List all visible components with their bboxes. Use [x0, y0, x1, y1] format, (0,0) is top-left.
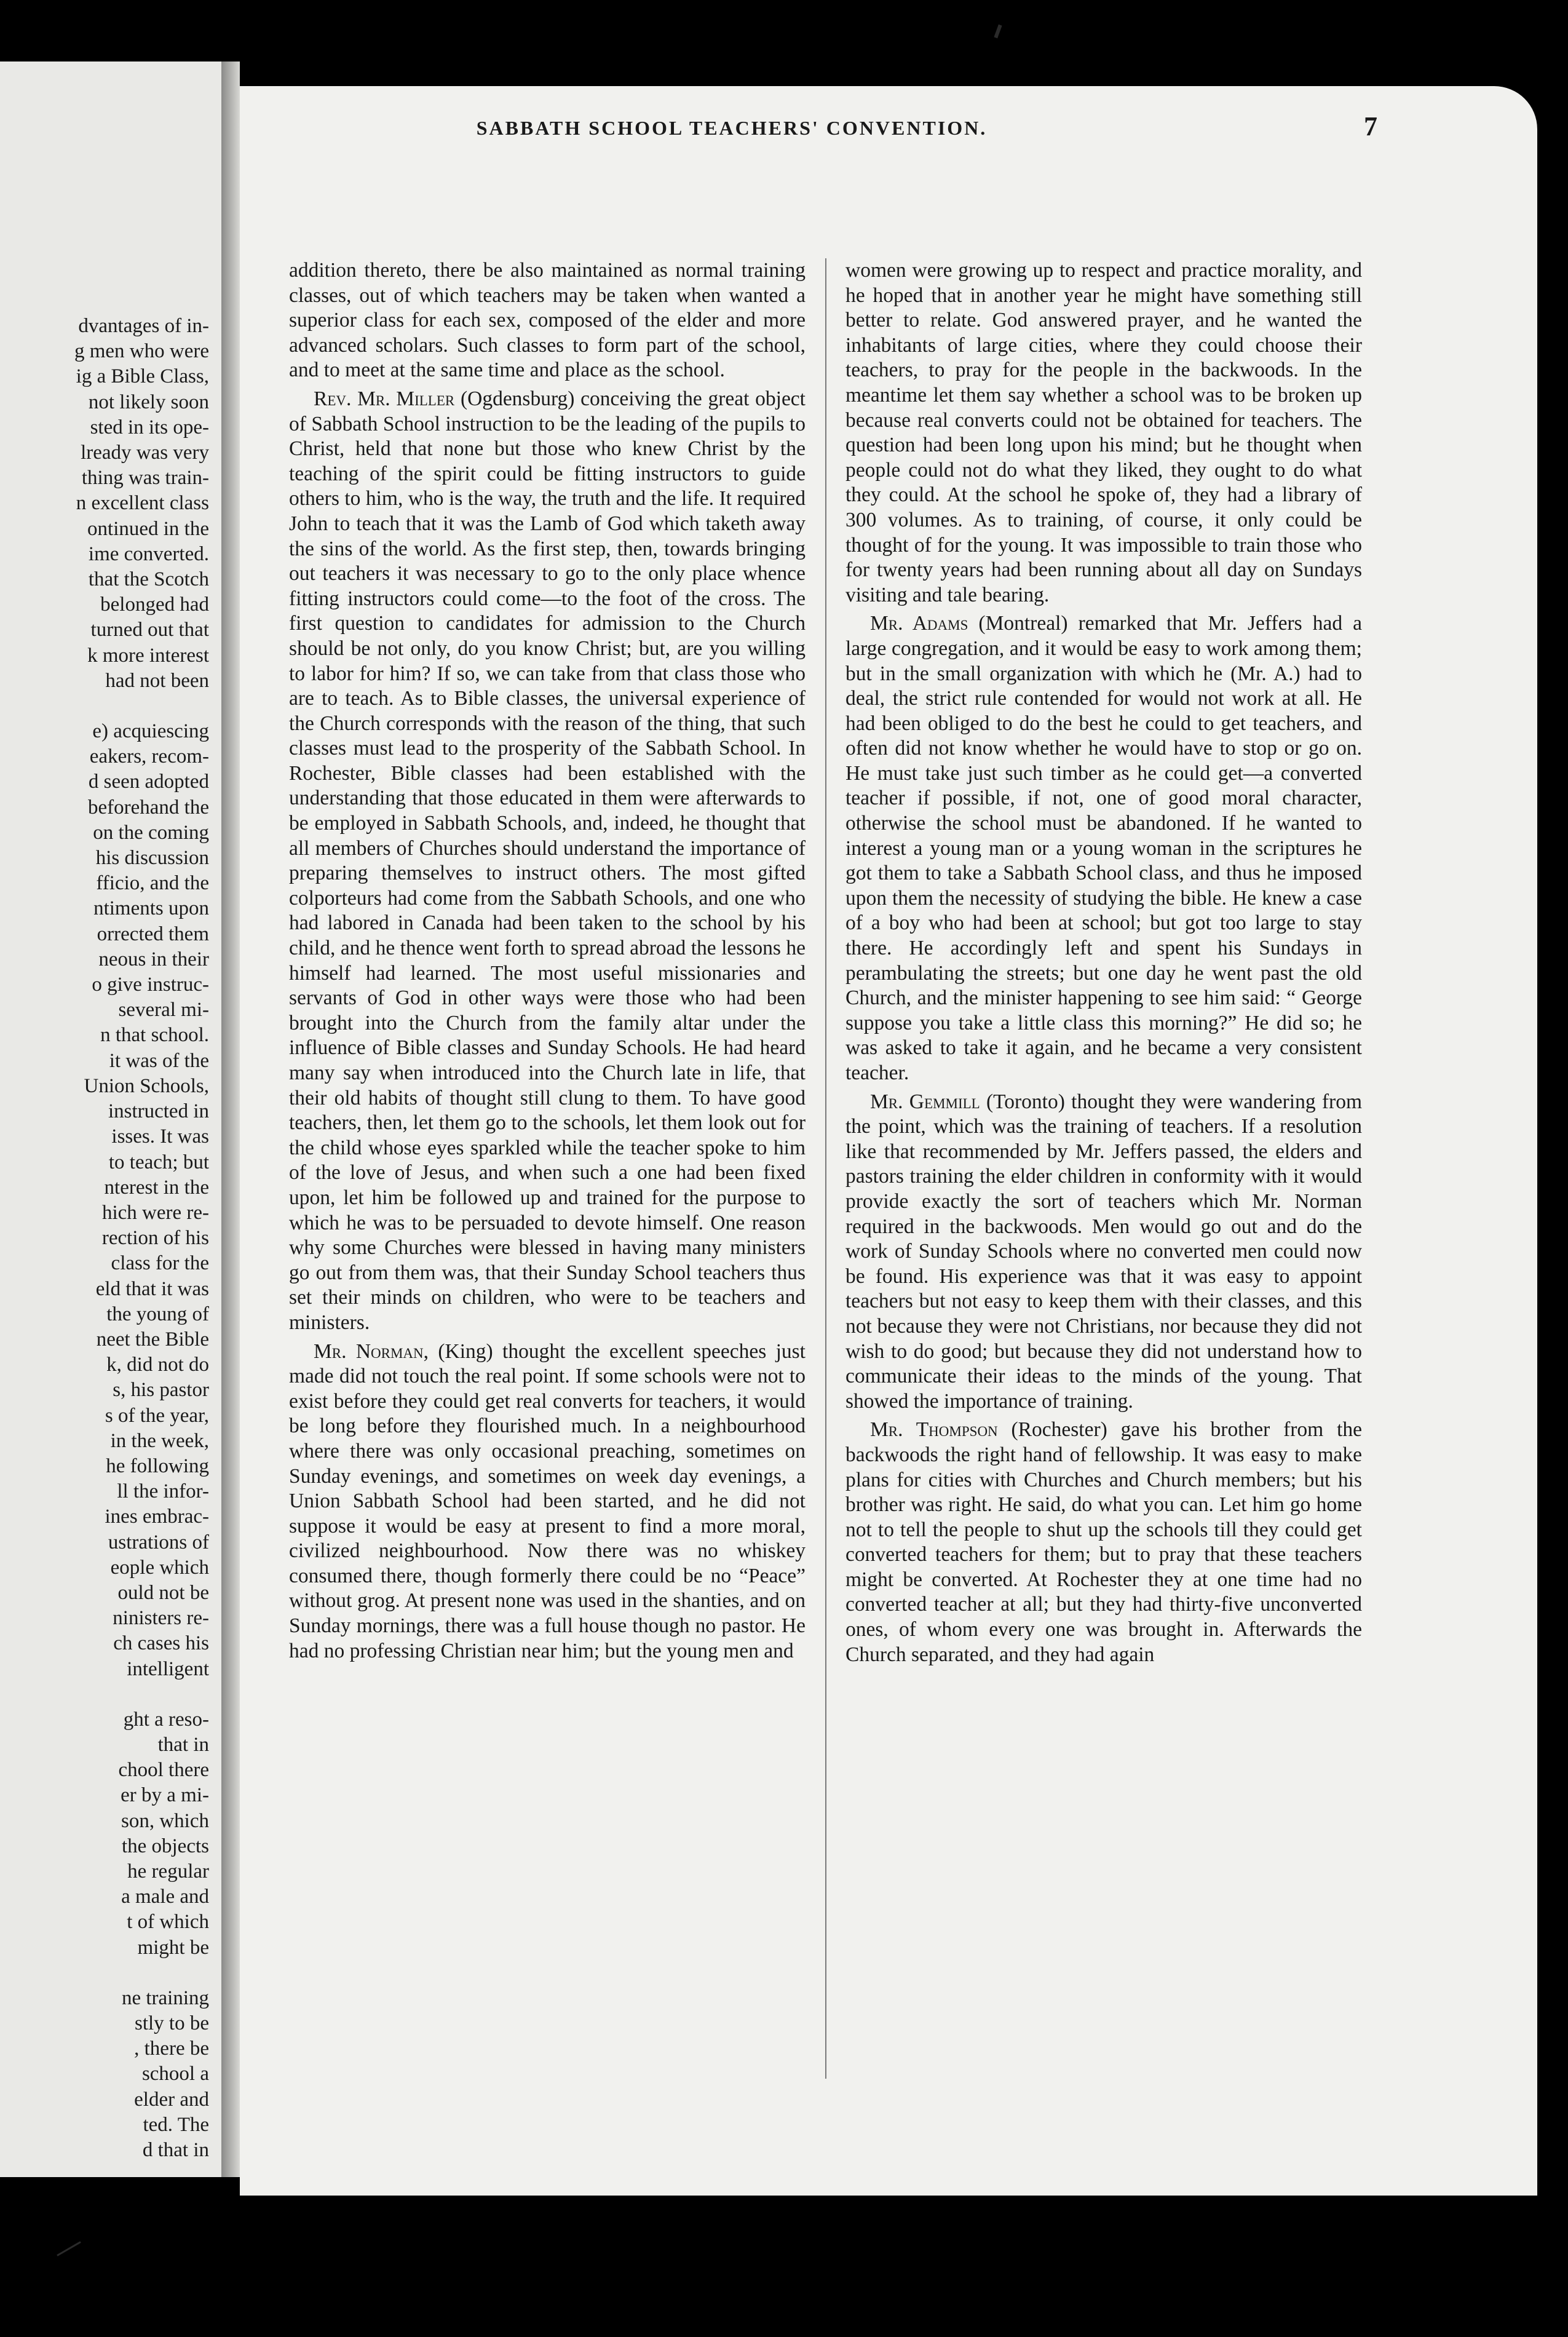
facing-page-line: beforehand the: [88, 796, 209, 819]
facing-page-line: dvantages of in-: [78, 315, 209, 337]
speaker-name: Rev. Mr. Miller: [314, 387, 455, 410]
paragraph-text: (Ogdensburg) conceiving the great object of Sabbath School instruction to be the leading of the pupils to Christ, held that none but those who knew Christ by the teaching of the spirit could be fitting instructors to guide others to him, who is the way, the truth and the life. It required John to teach that it was the Lamb of God which taketh away the sins of the world. As the first step, then, towards bringing out teachers it was necessary to go to the only place whence fitting instructors could come—to the foot of the cross. The first question to candidates for admission to the Church should be not only, do you know Christ; but, are you willing to labor for him? If so, we can take from that class those who are to teach. As to Bible classes, the universal experience of the Church corresponds with the reason of the thing, that such classes must lead to the prosperity of the Sabbath School. In Rochester, Bible classes had been established with the understanding that those educated in them were afterwards to be employed in Sabbath Schools, and, indeed, he thought that all members of Churches should understand the importance of preparing themselves to instruct others. The most gifted colporteurs had come from the Sabbath Schools, and one who had labored in Canada had been taken to the school by his child, and he thence went forth to spread abroad the lessons he himself had learned. The most useful missionaries and servants of God in other ways were those who had been brought into the Church from the family altar under the influence of Bible classes and Sunday Schools. He had heard many say when introduced into the Church late in life, that their old habits of thought still clung to them. To have good teachers, then, let them go to the schools, let them look out for the child whose eyes sparkled while the teacher spoke to him of the love of Jesus, and when such a one had been fixed upon, let him be followed up and trained for the purpose to which he was to be persuaded to devote himself. One reason why some Churches were blessed in having many ministers go out from them was, that their Sunday School teachers thus set their minds on children, who were to be teachers and ministers.: [289, 387, 806, 1334]
facing-page-line: n excellent class: [76, 492, 209, 515]
facing-page-line: ntiments upon: [93, 897, 209, 920]
facing-page-line: ontinued in the: [87, 517, 209, 540]
facing-page-line: on the coming: [93, 821, 209, 844]
paragraph: [289, 1339, 806, 1664]
facing-page-line: s, his pastor: [113, 1379, 209, 1402]
facing-page-line: that the Scotch: [88, 568, 209, 591]
facing-page-line: d seen adopted: [88, 771, 209, 793]
paragraph: addition thereto, there be also maintained as normal training classes, out of which teachers may be taken when wanted a superior class for each sex, composed of the elder and more advanced scholars. Such classes to form part of the school, and to meet at the same time and place as the school.: [289, 259, 806, 382]
speaker-name: Mr. Gemmill: [870, 1090, 980, 1113]
facing-page-line: o give instruc-: [92, 974, 209, 996]
facing-page-line: hich were re-: [101, 1201, 209, 1224]
paragraph-text: (Montreal) remarked that Mr. Jeffers had a large congregation, and it would be easy to work among them; but in the small organization with which he (Mr. A.) had to deal, the strict rule contended for would not work at all. He had been obliged to do the best he could to get teachers, and often did not know whether he would have to stop or go on. He must take just such timber as he could get—a converted teacher if possible, if not, one of good moral character, otherwise the school must be abandoned. If he wanted to interest a young man or a young woman in the scriptures he got them to take a Sabbath School class, and thus he imposed upon them the necessity of studying the bible. He knew a case of a boy who had been at school; but got too large to stay there. He accordingly left and spent his Sundays in perambulating the streets; but one day he went past the old Church, and the minister happening to see him said: “ George suppose you take a little class this morning?” He did so; he was asked to take it again, and he became a very consistent teacher.: [845, 612, 1362, 1084]
facing-page-line: fficio, and the: [96, 872, 209, 895]
facing-page-line: rection of his: [101, 1227, 209, 1250]
facing-page-line: the objects: [121, 1835, 209, 1857]
facing-page: [0, 62, 221, 2177]
facing-page-line: t of which: [127, 1911, 209, 1934]
facing-page-line: ch cases his: [113, 1632, 209, 1655]
facing-page-line: Union Schools,: [84, 1074, 209, 1097]
facing-page-line: s of the year,: [105, 1404, 209, 1427]
speaker-name: Mr. Norman: [314, 1339, 424, 1363]
facing-page-line: ted. The: [143, 2113, 209, 2136]
paragraph-text: (Toronto) thought they were wandering from the point, which was the training of teachers. If a resolution like that recommended by Mr. Jeffers passed, the elders and pastors training the elder children in conformity with it would provide exactly the sort of teachers which Mr. Norman required in the backwoods. Men would go out and do the work of Sunday Schools where no converted men could now be found. His experience was that it was easy to appoint teachers but not easy to keep them with their classes, and this not because they were not Christians, nor because they did not wish to do good; but because they did not understand how to communicate their ideas to the minds of the young. That showed the importance of training.: [845, 1090, 1362, 1413]
facing-page-line: k, did not do: [106, 1354, 209, 1376]
facing-page-line: ig a Bible Class,: [76, 365, 209, 388]
paragraph: [845, 1090, 1362, 1414]
paragraph: women were growing up to respect and practice morality, and he hoped that in another year he might have something still better to relate. God answered prayer, and he wanted the inhabitants of large cities, where they could choose their teachers, to pray for the people in the backwoods. In the meantime let them say whether a school was to be broken up because real converts could not be obtained for teachers. The question had been long upon his mind; but he thought when people could not do what they liked, they ought to do what they could. At the school he spoke of, they had a library of 300 volumes. As to training, of course, it only could be thought of for the young. It was impossible to train those who for twenty years had been running about all day on Sundays visiting and tale bearing.: [845, 259, 1362, 606]
facing-page-line: orrected them: [97, 922, 209, 945]
facing-page-line: he regular: [127, 1860, 209, 1883]
paragraph: [845, 1418, 1362, 1667]
facing-page-line: a male and: [121, 1886, 209, 1908]
facing-page-line: in the week,: [110, 1429, 209, 1452]
facing-page-line: school a: [141, 2063, 209, 2085]
scan-mark: [57, 2241, 81, 2256]
facing-page-line: nterest in the: [104, 1176, 209, 1199]
facing-page-line: e) acquiescing: [92, 720, 209, 743]
facing-page-line: ime converted.: [88, 542, 209, 565]
text-column-1: [289, 258, 806, 1667]
running-title: SABBATH SCHOOL TEACHERS' CONVENTION.: [476, 117, 988, 139]
facing-page-line: son, which: [121, 1809, 209, 1832]
facing-page-line: turned out that: [90, 619, 209, 641]
facing-page-line: eople which: [110, 1556, 209, 1579]
facing-page-line: belonged had: [100, 593, 209, 616]
facing-page-line: the young of: [106, 1303, 209, 1325]
facing-page-line: ll the infor-: [117, 1480, 209, 1503]
facing-page-line: eakers, recom-: [89, 745, 209, 768]
facing-page-gap: [0, 1961, 209, 1986]
facing-page-line: ght a reso-: [123, 1708, 209, 1731]
page-number: 7: [1364, 111, 1377, 141]
paragraph: [289, 387, 806, 1336]
facing-page-line: it was of the: [109, 1049, 209, 1072]
facing-page-line: n that school.: [100, 1024, 209, 1047]
facing-page-line: had not been: [105, 669, 209, 692]
facing-page-line: stly to be: [135, 2012, 209, 2034]
facing-page-line: instructed in: [108, 1100, 209, 1123]
facing-page-line: that in: [157, 1733, 209, 1756]
facing-page-line: might be: [137, 1936, 209, 1959]
facing-page-line: ne training: [121, 1986, 209, 2009]
paragraph-text: , (King) thought the excellent speeches just made did not touch the real point. If some schools were not to exist before they could get real converts for teachers, it would be long before they flourished much. In a neighbourhood where there was only occasional preaching, sometimes on Sunday evenings, and sometimes on week day evenings, a Union Sabbath School had been started, and he did not suppose it would be easy at present to find a more moral, civilized neighbourhood. Now there was no whiskey consumed there, though formerly there could be no “Peace” without grog. At present none was used in the shanties, and on Sunday mornings, there was a full house though no pastor. He had no professing Christian near him; but the young men and: [289, 1339, 806, 1662]
facing-page-line: er by a mi-: [121, 1784, 209, 1807]
facing-page-gap: [0, 1682, 209, 1707]
facing-page-line: to teach; but: [108, 1151, 209, 1173]
facing-page-line: lready was very: [81, 442, 209, 464]
facing-page-line: ustrations of: [108, 1531, 209, 1553]
facing-page-line: d that in: [142, 2139, 209, 2162]
column-rule: [825, 258, 826, 2079]
facing-page-line: isses. It was: [111, 1125, 209, 1148]
facing-page-gap: [0, 694, 209, 719]
facing-page-line: intelligent: [127, 1657, 209, 1680]
facing-page-line: his discussion: [95, 847, 209, 870]
speaker-name: Mr. Adams: [870, 612, 968, 635]
facing-page-line: several mi-: [118, 999, 209, 1022]
facing-page-line: elder and: [134, 2088, 209, 2111]
paragraph-text: (Rochester) gave his brother from the backwoods the right hand of fellowship. It was easy to make plans for cities with Churches and Church members; but his brother was right. He said, do what you can. Let him go home not to tell the people to shut up the schools till they could get converted teachers for them; but to pray that these teachers might be converted. At Rochester they at one time had no converted teacher at all; but they had thirty-five unconverted ones, of whom every one was brought in. Afterwards the Church separated, and they had again: [845, 1418, 1362, 1666]
facing-page-line: g men who were: [74, 340, 209, 363]
scan-mark: [994, 25, 1002, 39]
facing-page-line: he following: [106, 1454, 209, 1477]
facing-page-line: chool there: [118, 1759, 209, 1782]
book-gutter: [221, 62, 240, 2177]
facing-page-line: neous in their: [98, 948, 209, 970]
facing-page-line: k more interest: [87, 644, 209, 667]
facing-page-line: ines embrac-: [105, 1506, 209, 1528]
facing-page-line: sted in its ope-: [90, 416, 209, 438]
paragraph: [845, 611, 1362, 1085]
facing-page-line: thing was train-: [81, 467, 209, 490]
facing-page-line: ould not be: [117, 1581, 209, 1604]
facing-page-text-fragments: [0, 314, 209, 2163]
facing-page-line: neet the Bible: [96, 1328, 209, 1351]
facing-page-line: not likely soon: [88, 391, 209, 413]
facing-page-line: ninisters re-: [113, 1607, 209, 1630]
facing-page-line: eld that it was: [95, 1277, 209, 1300]
speaker-name: Mr. Thompson: [870, 1418, 998, 1442]
facing-page-line: class for the: [111, 1252, 209, 1275]
text-column-2: [845, 258, 1362, 1671]
facing-page-line: , there be: [134, 2037, 209, 2060]
